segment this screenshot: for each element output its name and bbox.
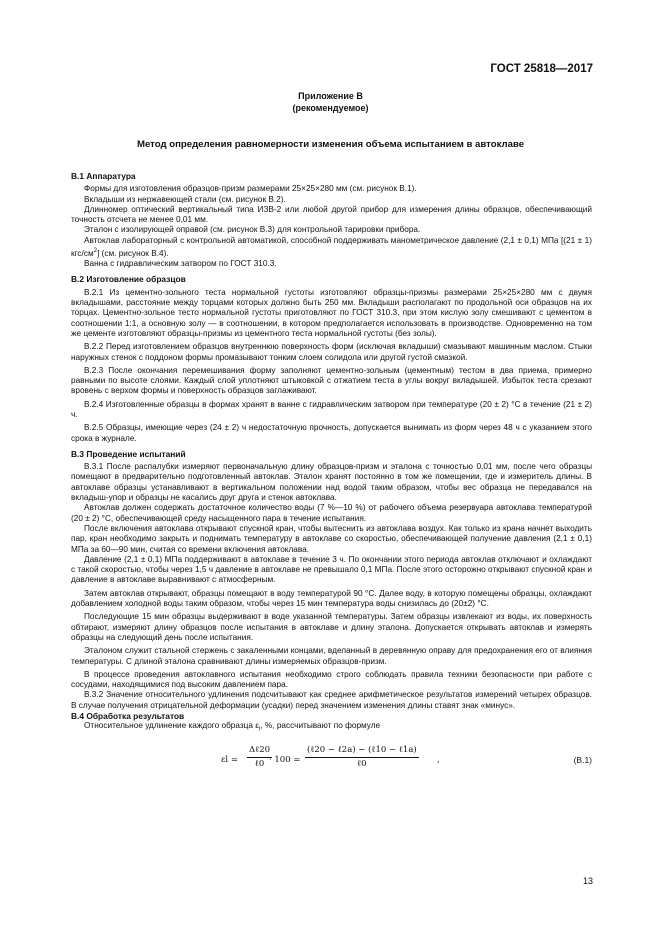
standard-number: ГОСТ 25818—2017: [490, 63, 593, 75]
paragraph: Затем автоклав открывают, образцы помещают в воду температурой 90 °С. Далее воду, в которую помещены образцы, охлаждают добавлением холодной воды таким образом, чтобы через 15 мин температура воды снизилась до (20±2) °С.: [71, 588, 592, 609]
paragraph: В.2.5 Образцы, имеющие через (24 ± 2) ч недостаточную прочность, допускается вынимать из форм через 48 ч с указанием этого срока в журнале.: [71, 423, 592, 443]
paragraph: В процессе проведения автоклавного испытания необходимо строго соблюдать правила техники безопасности при работе с сосудами, находящимися под высоким давлением пара.: [71, 669, 592, 690]
paragraph: Вкладыши из нержавеющей стали (см. рисунок В.2).: [84, 194, 286, 204]
paragraph: В.3.2 Значение относительного удлинения подсчитывают как среднее арифметическое результатов измерений четырех образцов. В случае получения отрицательной деформации (усадки) перед значением изменения длины ставят знак «минус».: [71, 690, 592, 710]
paragraph: После включения автоклава открывают спускной кран, чтобы вытеснить из автоклава воздух. Как только из крана начнет выходить пар, кран необходимо закрыть и поднимать температуру в автоклаве со скоростью, обеспечивающей получение давления (2,1 ± 0,1) МПа за 60—90 мин, считая со времени включения автоклава.: [71, 523, 592, 554]
formula-b1: [71, 745, 592, 779]
text-run: Автоклав лабораторный с контрольной автоматикой, способной поддерживать манометрическое давление (2,1 ± 0,1) МПа [(21 ± 1) кгс/см: [71, 235, 592, 258]
formula-comma: ,: [437, 755, 440, 766]
formula-lhs: εl =: [221, 755, 238, 766]
paragraph: Эталон с изолирующей оправой (см. рисунок В.3) для контрольной тарировки прибора.: [84, 225, 421, 235]
paragraph: Автоклав должен содержать достаточное количество воды (7 %—10 %) от рабочего объема резервуара автоклава температурой (20 ± 2) °С, обеспечивающей среду насыщенного пара в течение испытания.: [71, 503, 592, 523]
paragraph: Последующие 15 мин образцы выдерживают в воде указанной температуры. Затем образцы извлекают из воды, их поверхность обтирают, измеряют длину образцов после испытания в автоклаве и длину эталона. Допускается открывать автоклав и измерять образцы на следующий день после испытания.: [71, 612, 592, 642]
paragraph: Давление (2,1 ± 0,1) МПа поддерживают в автоклаве в течение 3 ч. По окончании этого периода автоклав отключают и охлаждают с такой скоростью, чтобы через 1,5 ч давление в автоклаве не превышало 0,1 МПа. После этого осторожно открывают спускной кран и давление в автоклаве выравнивают с атмосферным.: [71, 554, 592, 585]
paragraph: В.2.3 После окончания перемешивания форму заполняют цементно-зольным (цементным) тестом в два приема, примерно равными по высоте слоями. Каждый слой уплотняют штыковкой с отжатием теста в углы вокруг вкладышей. Избыток теста срезают вровень с верхом формы и поверхность образцов заглаживают.: [71, 365, 592, 396]
appendix-subtitle: (рекомендуемое): [292, 103, 369, 113]
fraction-numerator: Δℓ20: [247, 745, 272, 757]
section-heading-3: В.3 Проведение испытаний: [71, 448, 186, 459]
paragraph: [71, 236, 592, 259]
appendix-title: Приложение В: [298, 91, 363, 101]
paragraph: Формы для изготовления образцов-призм размерами 25×25×280 мм (см. рисунок В.1).: [84, 184, 417, 194]
text-run: Относительное удлинение каждого образца ε: [84, 721, 259, 731]
paragraph: Ванна с гидравлическим затвором по ГОСТ 310.3.: [84, 259, 277, 269]
subscript: l: [258, 726, 261, 733]
fraction-denominator: ℓ0: [254, 758, 265, 769]
paragraph: [71, 721, 592, 735]
section-heading-4: В.4 Обработка результатов: [71, 711, 185, 721]
superscript: 2: [93, 248, 97, 255]
paragraph: Эталоном служит стальной стержень с закаленными концами, вделанный в деревянную оправу для предохранения его от влияния температуры. С длиной эталона сравнивают длины измеряемых образцов-призм.: [71, 646, 592, 666]
section-heading-1: В.1 Аппаратура: [71, 171, 136, 181]
paragraph: В.2.4 Изготовленные образцы в формах хранят в ванне с гидравлическим затвором при температуре (20 ± 2) °С в течение (21 ± 2) ч.: [71, 399, 592, 419]
formula-multiplier: · 100 =: [269, 755, 301, 766]
page-number: 13: [582, 876, 593, 886]
fraction-difference: [305, 745, 419, 769]
document-body: [71, 171, 592, 779]
text-run: ] (см. рисунок В.4).: [97, 248, 169, 258]
fraction-numerator: (ℓ20 − ℓ2a) − (ℓ10 − ℓ1a): [305, 745, 419, 757]
method-title: Метод определения равномерности изменения объема испытанием в автоклаве: [136, 139, 525, 150]
paragraph: В.2.1 Из цементно-зольного теста нормальной густоты изготовляют образцы-призмы размерами 25×25×280 мм с двумя вкладышами, расстояние между торцами которых должно быть 250 мм. Вкладыши располагают по продольной оси образцов на их торцах. Цементно-зольное тесто нормальной густоты приготовляют по ГОСТ 310.3, при этом кислую золу смешивают с цементом в соотношении 1:1, а основную золу — в соотношении, в котором предполагается использовать в производстве. Одновременно на том же цементе изготовляют образцы-призмы из цементного теста нормальной густоты (без золы).: [71, 287, 592, 338]
equation-number: (В.1): [573, 755, 592, 766]
paragraph: Длинномер оптический вертикальный типа ИЗВ-2 или любой другой прибор для измерения длины образцов, обеспечивающий точность отсчета не менее 0,01 мм.: [71, 204, 592, 225]
section-heading-2: В.2 Изготовление образцов: [71, 274, 186, 285]
paragraph: В.2.2 Перед изготовлением образцов внутреннюю поверхность форм (исключая вкладыши) смазывают машинным маслом. Стыки наружных стенок с поддоном формы промазывают тонким слоем солидола или другой густой смазкой.: [71, 342, 592, 362]
paragraph: В.3.1 После распалубки измеряют первоначальную длину образцов-призм и эталона с точностью 0,01 мм, после чего образцы помещают в предварительно подготовленный автоклав. Эталон хранят постоянно в том же помещении, где и измеритель длины. В автоклаве образцы устанавливают в вертикальном положении над водой таким образом, чтобы вес образца не передавался на вкладыш-упор и образцы не касались друг друга и стенок автоклава.: [71, 462, 592, 503]
fraction-denominator: ℓ0: [357, 758, 367, 769]
text-run: , %, рассчитывают по формуле: [260, 721, 381, 731]
